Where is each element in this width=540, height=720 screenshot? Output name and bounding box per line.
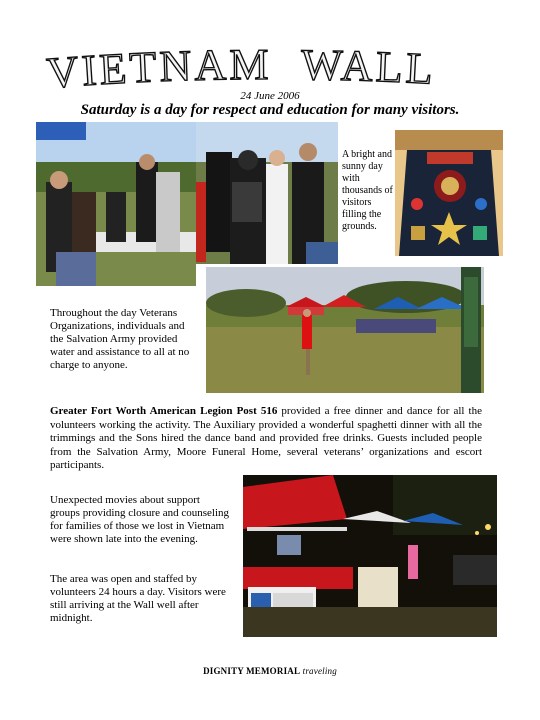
caption-open-24-hours: The area was open and staffed by volunteers 24 hours a day. Visitors were still arriving at the Wall well after midnight. xyxy=(50,573,226,624)
page-title xyxy=(0,30,540,96)
footer-brand: DIGNITY MEMORIAL xyxy=(203,666,301,676)
photo-crowd-at-tables xyxy=(36,122,196,286)
footer-tagline: traveling xyxy=(302,666,337,676)
headline-art xyxy=(0,30,540,96)
legion-paragraph-text: provided a free dinner and dance for all the volunteers working the activity. The Auxiliary provided a wonderful spaghetti dinner with all the trimmings and the Sons hired the dance band and provided free drinks. Guests included people from the Salvation Army, Moore Funeral Home, several veterans’ organizations and escort participants. xyxy=(50,405,482,471)
caption-sunny-day: A bright and sunny day with thousands of visitors filling the grounds. xyxy=(342,149,393,232)
headline-word-vietnam: VIETNAM xyxy=(45,39,272,96)
legion-paragraph xyxy=(50,405,482,473)
footer xyxy=(0,666,540,676)
legion-post-name: Greater Fort Worth American Legion Post 516 xyxy=(50,405,278,417)
photo-night-tents xyxy=(243,475,497,637)
photo-veterans-jackets xyxy=(196,122,338,264)
caption-movies: Unexpected movies about support groups providing closure and counseling for families of those we lost in Vietnam were shown late into the evening. xyxy=(50,494,230,545)
photo-grounds-tents xyxy=(206,267,484,393)
photo-veteran-vest xyxy=(395,130,503,256)
caption-water-assistance: Throughout the day Veterans Organizations, individuals and the Salvation Army provided water and assistance to all at no charge to anyone. xyxy=(50,307,190,371)
svg-text:VIETNAM WALL xyxy=(45,40,437,96)
headline-word-wall: WALL xyxy=(300,40,438,94)
event-date: 24 June 2006 xyxy=(240,90,300,102)
subtitle: Saturday is a day for respect and education for many visitors. xyxy=(80,102,460,118)
